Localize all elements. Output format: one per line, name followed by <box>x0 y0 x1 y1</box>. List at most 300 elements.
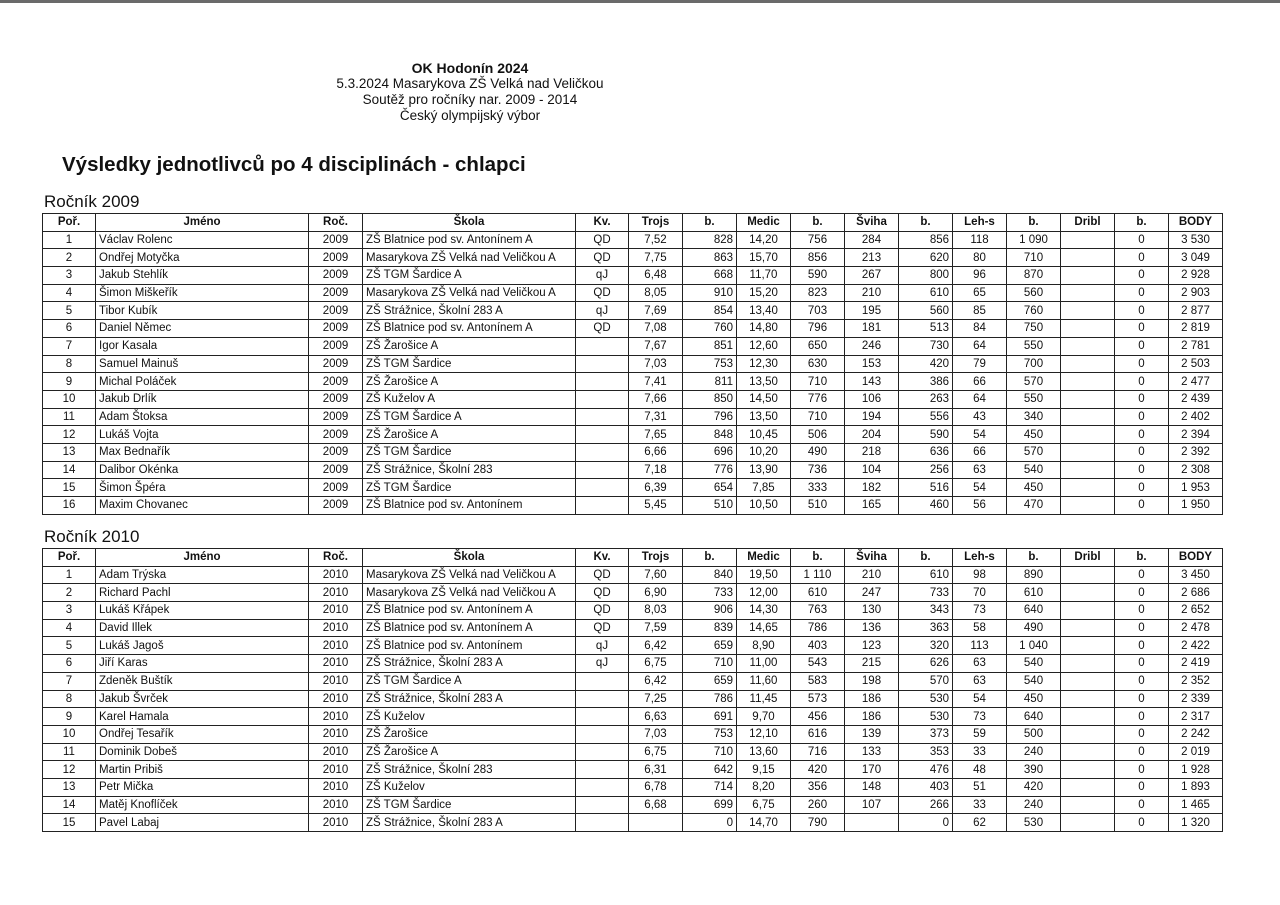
cell-qualification <box>576 408 629 426</box>
cell-school: ZŠ TGM Šardice <box>363 796 576 814</box>
cell-total-points: 2 652 <box>1169 602 1223 620</box>
cell-leh-sed-points: 450 <box>1007 690 1061 708</box>
cell-name: Jakub Švrček <box>96 690 309 708</box>
cell-rank: 8 <box>43 690 96 708</box>
table-row <box>43 320 1223 338</box>
document-header <box>255 60 685 124</box>
table-row <box>43 690 1223 708</box>
cell-year: 2010 <box>309 690 363 708</box>
cell-svihadlo-points: 560 <box>899 302 953 320</box>
cell-dribling-points: 0 <box>1115 637 1169 655</box>
table-row <box>43 778 1223 796</box>
column-header-trojskok-points: b. <box>683 549 737 567</box>
cell-svihadlo-points: 460 <box>899 497 953 515</box>
cell-rank: 9 <box>43 708 96 726</box>
cell-leh-sed: 59 <box>953 725 1007 743</box>
cell-trojskok-points: 786 <box>683 690 737 708</box>
cell-medicinbal: 14,20 <box>737 231 791 249</box>
cell-total-points: 1 950 <box>1169 497 1223 515</box>
cell-rank: 4 <box>43 619 96 637</box>
cell-medicinbal-points: 710 <box>791 373 845 391</box>
cell-leh-sed: 79 <box>953 355 1007 373</box>
cell-svihadlo-points: 353 <box>899 743 953 761</box>
cell-medicinbal: 14,70 <box>737 814 791 832</box>
table-row <box>43 267 1223 285</box>
cell-leh-sed-points: 1 090 <box>1007 231 1061 249</box>
column-header-year: Roč. <box>309 549 363 567</box>
cell-leh-sed-points: 240 <box>1007 796 1061 814</box>
cell-rank: 15 <box>43 479 96 497</box>
table-row <box>43 672 1223 690</box>
cell-dribling-points: 0 <box>1115 566 1169 584</box>
cell-qualification <box>576 761 629 779</box>
cell-school: ZŠ Blatnice pod sv. Antonínem A <box>363 619 576 637</box>
cell-qualification <box>576 690 629 708</box>
cell-leh-sed-points: 710 <box>1007 249 1061 267</box>
cell-svihadlo-points: 610 <box>899 566 953 584</box>
cell-medicinbal-points: 490 <box>791 443 845 461</box>
table-header-row <box>43 214 1223 232</box>
cell-medicinbal: 10,45 <box>737 426 791 444</box>
table-row <box>43 373 1223 391</box>
cell-leh-sed: 63 <box>953 672 1007 690</box>
cell-dribling <box>1061 725 1115 743</box>
cell-year: 2009 <box>309 373 363 391</box>
cell-trojskok: 7,67 <box>629 337 683 355</box>
cell-dribling <box>1061 302 1115 320</box>
table-row <box>43 355 1223 373</box>
table-row <box>43 479 1223 497</box>
cell-school: ZŠ Blatnice pod sv. Antonínem A <box>363 231 576 249</box>
cell-dribling <box>1061 479 1115 497</box>
cell-total-points: 2 503 <box>1169 355 1223 373</box>
cell-leh-sed-points: 450 <box>1007 479 1061 497</box>
cell-name: Lukáš Jagoš <box>96 637 309 655</box>
column-header-name: Jméno <box>96 214 309 232</box>
column-header-trojskok: Trojs <box>629 214 683 232</box>
cell-qualification: QD <box>576 566 629 584</box>
cell-total-points: 2 477 <box>1169 373 1223 391</box>
cell-trojskok-points: 710 <box>683 655 737 673</box>
cell-trojskok: 6,63 <box>629 708 683 726</box>
table-header-row <box>43 549 1223 567</box>
cell-name: Max Bednařík <box>96 443 309 461</box>
column-header-rank: Poř. <box>43 214 96 232</box>
cell-svihadlo: 204 <box>845 426 899 444</box>
cell-year: 2009 <box>309 320 363 338</box>
cell-rank: 6 <box>43 320 96 338</box>
cell-name: Daniel Němec <box>96 320 309 338</box>
cell-qualification <box>576 708 629 726</box>
cell-year: 2010 <box>309 602 363 620</box>
cell-name: Martin Pribiš <box>96 761 309 779</box>
cell-leh-sed-points: 530 <box>1007 814 1061 832</box>
cell-medicinbal: 11,45 <box>737 690 791 708</box>
cell-dribling <box>1061 337 1115 355</box>
cell-school: ZŠ Kuželov <box>363 778 576 796</box>
cell-year: 2009 <box>309 443 363 461</box>
cell-trojskok: 7,03 <box>629 725 683 743</box>
cell-year: 2010 <box>309 708 363 726</box>
cell-name: Jiří Karas <box>96 655 309 673</box>
column-header-leh-sed: Leh-s <box>953 214 1007 232</box>
cell-total-points: 3 530 <box>1169 231 1223 249</box>
cell-trojskok: 5,45 <box>629 497 683 515</box>
cell-trojskok: 6,78 <box>629 778 683 796</box>
cell-leh-sed-points: 540 <box>1007 672 1061 690</box>
column-header-school: Škola <box>363 214 576 232</box>
cell-name: Richard Pachl <box>96 584 309 602</box>
cell-svihadlo-points: 730 <box>899 337 953 355</box>
cell-rank: 1 <box>43 231 96 249</box>
cell-leh-sed-points: 870 <box>1007 267 1061 285</box>
cell-year: 2010 <box>309 655 363 673</box>
cell-leh-sed: 66 <box>953 443 1007 461</box>
table-row <box>43 584 1223 602</box>
cell-trojskok: 6,66 <box>629 443 683 461</box>
table-row <box>43 566 1223 584</box>
cell-year: 2010 <box>309 725 363 743</box>
cell-trojskok: 7,25 <box>629 690 683 708</box>
table-row <box>43 302 1223 320</box>
cell-school: Masarykova ZŠ Velká nad Veličkou A <box>363 284 576 302</box>
cell-school: ZŠ Blatnice pod sv. Antonínem <box>363 637 576 655</box>
cell-medicinbal: 11,00 <box>737 655 791 673</box>
cell-school: ZŠ Blatnice pod sv. Antonínem <box>363 497 576 515</box>
cell-year: 2009 <box>309 231 363 249</box>
table-row <box>43 814 1223 832</box>
cell-total-points: 2 019 <box>1169 743 1223 761</box>
cell-trojskok: 6,42 <box>629 672 683 690</box>
cell-trojskok: 7,60 <box>629 566 683 584</box>
cell-dribling-points: 0 <box>1115 725 1169 743</box>
cell-dribling-points: 0 <box>1115 778 1169 796</box>
cell-dribling-points: 0 <box>1115 584 1169 602</box>
cell-svihadlo: 130 <box>845 602 899 620</box>
cell-year: 2009 <box>309 249 363 267</box>
cell-year: 2010 <box>309 814 363 832</box>
cell-dribling-points: 0 <box>1115 708 1169 726</box>
cell-leh-sed-points: 560 <box>1007 284 1061 302</box>
column-header-year: Roč. <box>309 214 363 232</box>
cell-school: ZŠ Strážnice, Školní 283 <box>363 461 576 479</box>
cell-year: 2010 <box>309 637 363 655</box>
cell-svihadlo-points: 403 <box>899 778 953 796</box>
cell-total-points: 2 339 <box>1169 690 1223 708</box>
cell-medicinbal: 12,60 <box>737 337 791 355</box>
cell-dribling-points: 0 <box>1115 690 1169 708</box>
cell-qualification <box>576 497 629 515</box>
cell-dribling-points: 0 <box>1115 355 1169 373</box>
cell-school: ZŠ TGM Šardice A <box>363 408 576 426</box>
cell-qualification <box>576 355 629 373</box>
cell-name: Michal Poláček <box>96 373 309 391</box>
cell-medicinbal: 13,40 <box>737 302 791 320</box>
cell-leh-sed-points: 540 <box>1007 461 1061 479</box>
cell-leh-sed-points: 240 <box>1007 743 1061 761</box>
cell-dribling <box>1061 373 1115 391</box>
cell-trojskok: 6,75 <box>629 743 683 761</box>
cell-school: ZŠ Žarošice A <box>363 373 576 391</box>
cell-name: Šimon Miškeřík <box>96 284 309 302</box>
cell-qualification <box>576 814 629 832</box>
column-header-dribling-points: b. <box>1115 549 1169 567</box>
cell-rank: 10 <box>43 390 96 408</box>
cell-trojskok-points: 760 <box>683 320 737 338</box>
cell-medicinbal: 19,50 <box>737 566 791 584</box>
cell-rank: 10 <box>43 725 96 743</box>
cell-medicinbal-points: 333 <box>791 479 845 497</box>
cell-year: 2009 <box>309 355 363 373</box>
cell-dribling-points: 0 <box>1115 284 1169 302</box>
cell-medicinbal-points: 590 <box>791 267 845 285</box>
cell-leh-sed: 33 <box>953 796 1007 814</box>
table-row <box>43 426 1223 444</box>
cell-svihadlo: 210 <box>845 566 899 584</box>
cell-dribling <box>1061 566 1115 584</box>
cell-leh-sed-points: 550 <box>1007 337 1061 355</box>
cell-leh-sed: 54 <box>953 479 1007 497</box>
table-row <box>43 761 1223 779</box>
cell-medicinbal-points: 356 <box>791 778 845 796</box>
cell-rank: 1 <box>43 566 96 584</box>
cell-qualification: QD <box>576 249 629 267</box>
cell-qualification <box>576 373 629 391</box>
cell-rank: 7 <box>43 337 96 355</box>
cell-svihadlo: 170 <box>845 761 899 779</box>
cell-medicinbal: 6,75 <box>737 796 791 814</box>
table-row <box>43 390 1223 408</box>
cell-name: Adam Štoksa <box>96 408 309 426</box>
cell-trojskok-points: 854 <box>683 302 737 320</box>
cell-school: ZŠ Žarošice A <box>363 337 576 355</box>
cell-medicinbal-points: 610 <box>791 584 845 602</box>
cell-qualification: qJ <box>576 267 629 285</box>
cell-name: Adam Trýska <box>96 566 309 584</box>
cell-leh-sed-points: 390 <box>1007 761 1061 779</box>
cell-svihadlo: 143 <box>845 373 899 391</box>
cell-trojskok-points: 691 <box>683 708 737 726</box>
cell-svihadlo: 106 <box>845 390 899 408</box>
cell-name: Tibor Kubík <box>96 302 309 320</box>
cell-rank: 13 <box>43 778 96 796</box>
cell-total-points: 2 394 <box>1169 426 1223 444</box>
results-headline: Výsledky jednotlivců po 4 disciplinách - chlapci <box>62 153 526 176</box>
cell-trojskok-points: 668 <box>683 267 737 285</box>
cell-total-points: 2 392 <box>1169 443 1223 461</box>
cell-total-points: 2 928 <box>1169 267 1223 285</box>
cell-qualification <box>576 337 629 355</box>
cell-rank: 5 <box>43 302 96 320</box>
cell-total-points: 1 465 <box>1169 796 1223 814</box>
table-row <box>43 743 1223 761</box>
cell-leh-sed: 85 <box>953 302 1007 320</box>
event-date-venue: 5.3.2024 Masarykova ZŠ Velká nad Veličkou <box>336 76 604 91</box>
cell-svihadlo-points: 516 <box>899 479 953 497</box>
cell-year: 2010 <box>309 619 363 637</box>
cell-medicinbal-points: 756 <box>791 231 845 249</box>
cell-trojskok-points: 654 <box>683 479 737 497</box>
cell-svihadlo: 136 <box>845 619 899 637</box>
cell-dribling <box>1061 320 1115 338</box>
cell-school: Masarykova ZŠ Velká nad Veličkou A <box>363 249 576 267</box>
cell-trojskok: 7,41 <box>629 373 683 391</box>
cell-trojskok: 7,75 <box>629 249 683 267</box>
results-table-2009 <box>42 213 1223 515</box>
cell-dribling-points: 0 <box>1115 408 1169 426</box>
cell-rank: 14 <box>43 461 96 479</box>
cell-svihadlo-points: 856 <box>899 231 953 249</box>
cell-total-points: 1 320 <box>1169 814 1223 832</box>
cell-school: Masarykova ZŠ Velká nad Veličkou A <box>363 584 576 602</box>
cell-leh-sed: 73 <box>953 602 1007 620</box>
table-row <box>43 796 1223 814</box>
cell-trojskok-points: 0 <box>683 814 737 832</box>
cell-leh-sed: 80 <box>953 249 1007 267</box>
cell-qualification: qJ <box>576 655 629 673</box>
cell-rank: 3 <box>43 267 96 285</box>
cell-trojskok-points: 848 <box>683 426 737 444</box>
cell-medicinbal-points: 763 <box>791 602 845 620</box>
cell-school: ZŠ Strážnice, Školní 283 A <box>363 302 576 320</box>
cell-medicinbal-points: 260 <box>791 796 845 814</box>
cell-qualification: QD <box>576 584 629 602</box>
cell-trojskok: 7,69 <box>629 302 683 320</box>
cell-medicinbal-points: 456 <box>791 708 845 726</box>
table-row <box>43 637 1223 655</box>
cell-total-points: 1 953 <box>1169 479 1223 497</box>
cell-medicinbal-points: 823 <box>791 284 845 302</box>
cell-dribling <box>1061 814 1115 832</box>
cell-medicinbal: 9,70 <box>737 708 791 726</box>
cell-leh-sed: 70 <box>953 584 1007 602</box>
cell-year: 2009 <box>309 461 363 479</box>
cell-school: ZŠ Žarošice <box>363 725 576 743</box>
column-header-svihadlo-points: b. <box>899 549 953 567</box>
cell-rank: 14 <box>43 796 96 814</box>
table-row <box>43 408 1223 426</box>
cell-school: ZŠ Strážnice, Školní 283 <box>363 761 576 779</box>
cell-total-points: 2 877 <box>1169 302 1223 320</box>
column-header-leh-sed: Leh-s <box>953 549 1007 567</box>
cell-name: Pavel Labaj <box>96 814 309 832</box>
cell-trojskok-points: 776 <box>683 461 737 479</box>
cell-year: 2009 <box>309 390 363 408</box>
cell-qualification <box>576 390 629 408</box>
cell-dribling-points: 0 <box>1115 231 1169 249</box>
cell-school: ZŠ TGM Šardice <box>363 479 576 497</box>
cell-dribling <box>1061 778 1115 796</box>
cell-svihadlo: 104 <box>845 461 899 479</box>
column-header-rank: Poř. <box>43 549 96 567</box>
cell-name: Petr Mička <box>96 778 309 796</box>
cell-medicinbal-points: 510 <box>791 497 845 515</box>
cell-rank: 11 <box>43 743 96 761</box>
table-row <box>43 497 1223 515</box>
cell-trojskok: 7,03 <box>629 355 683 373</box>
cell-qualification: QD <box>576 284 629 302</box>
cell-dribling-points: 0 <box>1115 655 1169 673</box>
cell-name: Ondřej Tesařík <box>96 725 309 743</box>
cell-dribling-points: 0 <box>1115 426 1169 444</box>
column-header-svihadlo: Švihа <box>845 214 899 232</box>
cell-dribling <box>1061 426 1115 444</box>
table-row <box>43 337 1223 355</box>
cell-leh-sed: 113 <box>953 637 1007 655</box>
cell-dribling-points: 0 <box>1115 443 1169 461</box>
cell-trojskok-points: 910 <box>683 284 737 302</box>
cell-medicinbal: 8,90 <box>737 637 791 655</box>
cell-leh-sed: 63 <box>953 655 1007 673</box>
cell-trojskok: 7,08 <box>629 320 683 338</box>
cell-total-points: 2 819 <box>1169 320 1223 338</box>
cell-school: ZŠ Kuželov <box>363 708 576 726</box>
cell-name: David Illek <box>96 619 309 637</box>
cell-svihadlo: 181 <box>845 320 899 338</box>
cell-dribling <box>1061 390 1115 408</box>
cell-svihadlo-points: 343 <box>899 602 953 620</box>
column-header-total-points: BODY <box>1169 214 1223 232</box>
cell-qualification <box>576 443 629 461</box>
column-header-medicinbal-points: b. <box>791 549 845 567</box>
cell-trojskok <box>629 814 683 832</box>
cell-svihadlo-points: 256 <box>899 461 953 479</box>
column-header-dribling-points: b. <box>1115 214 1169 232</box>
cell-trojskok: 7,66 <box>629 390 683 408</box>
cell-total-points: 2 317 <box>1169 708 1223 726</box>
cell-trojskok: 7,18 <box>629 461 683 479</box>
cell-medicinbal-points: 856 <box>791 249 845 267</box>
cell-school: ZŠ Blatnice pod sv. Antonínem A <box>363 320 576 338</box>
cell-medicinbal-points: 583 <box>791 672 845 690</box>
cell-dribling <box>1061 584 1115 602</box>
cell-svihadlo-points: 530 <box>899 708 953 726</box>
cell-dribling-points: 0 <box>1115 267 1169 285</box>
cell-dribling <box>1061 637 1115 655</box>
cell-rank: 3 <box>43 602 96 620</box>
cell-medicinbal-points: 776 <box>791 390 845 408</box>
cell-svihadlo: 267 <box>845 267 899 285</box>
cell-total-points: 2 402 <box>1169 408 1223 426</box>
cell-trojskok-points: 510 <box>683 497 737 515</box>
cell-leh-sed: 33 <box>953 743 1007 761</box>
cell-dribling <box>1061 708 1115 726</box>
cell-svihadlo-points: 636 <box>899 443 953 461</box>
cell-rank: 9 <box>43 373 96 391</box>
cell-svihadlo-points: 556 <box>899 408 953 426</box>
cell-dribling <box>1061 231 1115 249</box>
cell-year: 2010 <box>309 584 363 602</box>
table-row <box>43 249 1223 267</box>
cell-leh-sed-points: 450 <box>1007 426 1061 444</box>
cell-year: 2010 <box>309 672 363 690</box>
cell-total-points: 2 419 <box>1169 655 1223 673</box>
cell-medicinbal: 15,70 <box>737 249 791 267</box>
cell-dribling-points: 0 <box>1115 461 1169 479</box>
cell-year: 2009 <box>309 284 363 302</box>
cell-total-points: 2 308 <box>1169 461 1223 479</box>
cell-dribling <box>1061 619 1115 637</box>
cell-year: 2009 <box>309 267 363 285</box>
cell-leh-sed-points: 490 <box>1007 619 1061 637</box>
cell-qualification: qJ <box>576 637 629 655</box>
cell-svihadlo: 194 <box>845 408 899 426</box>
cell-dribling <box>1061 267 1115 285</box>
cell-trojskok: 6,42 <box>629 637 683 655</box>
cell-rank: 4 <box>43 284 96 302</box>
cell-year: 2010 <box>309 778 363 796</box>
cell-year: 2010 <box>309 796 363 814</box>
